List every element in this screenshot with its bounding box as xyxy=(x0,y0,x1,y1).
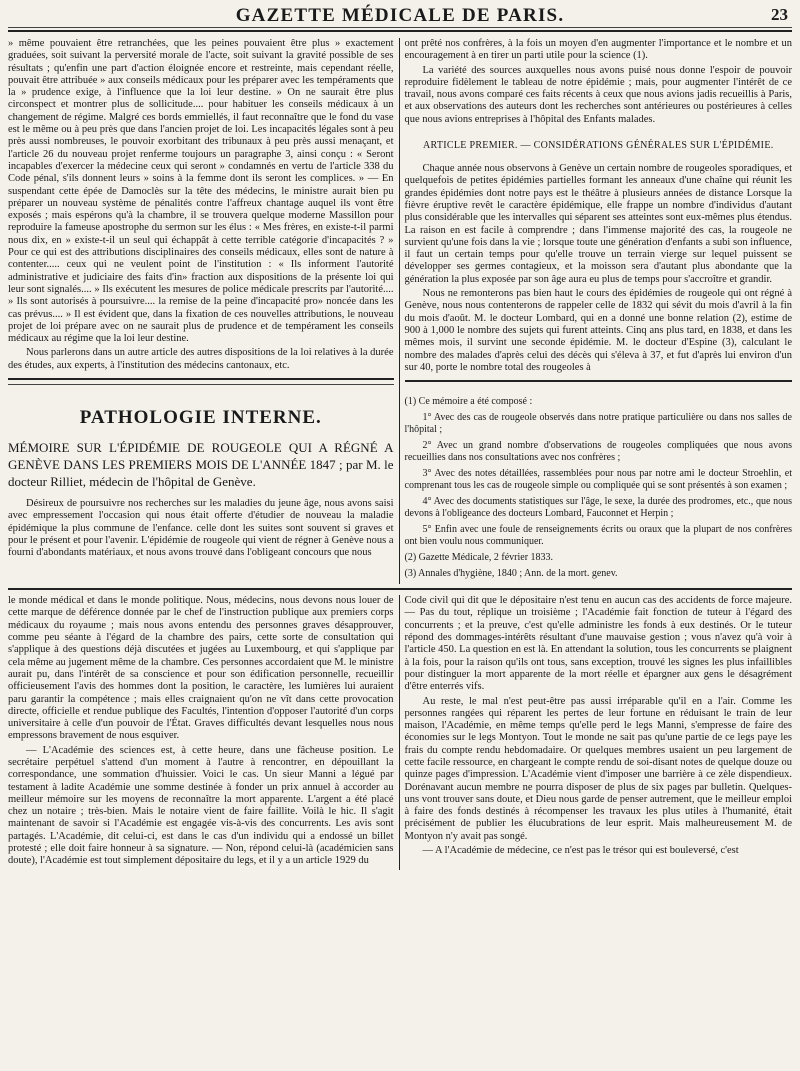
feuilleton-divider xyxy=(8,588,792,590)
footnotes xyxy=(405,396,793,580)
paragraph-next-article: Nous parlerons dans un autre article des autres dispositions de la loi relatives à la durée des études, aux experts, à l'institution des médecins cantonaux, etc. xyxy=(8,347,394,371)
footnote-1-item: 5° Enfin avec une foule de renseignements écrits ou oraux que la plupart de nos confrères ont bien voulu nous communiquer. xyxy=(404,524,792,548)
section-divider xyxy=(8,378,394,380)
header-rule xyxy=(8,27,792,28)
paragraph-medical-world: le monde médical et dans le monde politique. Nous, médecins, nous devons nous louer de cette marque de déférence donnée par le chef de l'instruction publique aux premiers corps médicaux du royaume ; mais nous avons entendu des personnes graves désapprouver, comme peu séante à l'égard de la chambre des pairs, cette sorte de consultation qui s'applique à des questions déjà discutées et jugées au Luxembourg, et qui s'applique par cela même au jugement même de la chambre. Ces personnes accordaient que M. le ministre aurait pu, dans l'intérêt de sa conscience et pour son édification personnelle, recueillir officieusement l'avis des hommes dont la position, le caractère, les lumières lui auraient paru garantir la compétence ; mais elles craignaient qu'on ne vît dans cette provocation directe, officielle et rendue publique des Facultés, l'intention d'opposer l'autorité d'un corps universitaire à celle d'un pouvoir de l'État. Graves difficultés devant lesquelles nous nous empressons bravement de nous esquiver. xyxy=(8,595,394,742)
page-header xyxy=(8,0,792,32)
paragraph-general-considerations: Chaque année nous observons à Genève un certain nombre de rougeoles sporadiques, et quelquefois de petites épidémies partielles formant les anneaux d'une chaîne qui réunit les grandes épidémies dont notre pays est le théâtre à plusieurs années de distance Lorsque la fièvre éruptive revêt le caractère épidémique, elle frappe un nombre d'individus d'autant plus considérable que les intervalles qui séparent ses atteintes sont eux-mêmes plus étendus. La raison en est facile à comprendre ; dans l'immense majorité des cas, la rougeole ne survient qu'une fois dans la vie ; lorsque toute une génération d'enfants a subi son influence, il faut un certain temps pour qu'elle trouve un terrain vierge sur lequel puissent se développer ses germes contagieux, et la moisson sera d'autant plus abondante que la génération la plus exposée par son âge aura eu plus de temps pour s'accroître et grandir. xyxy=(404,163,792,285)
upper-left-column xyxy=(8,38,394,584)
footnote-divider xyxy=(405,380,793,382)
page-number: 23 xyxy=(771,5,788,24)
footnote-1-item: 3° Avec des notes détaillées, rassemblées pour nous par notre ami le docteur Stroehlin, et comprenant tous les cas de rougeole simple ou compliquée qui se sont présentés à son examen ; xyxy=(404,468,792,492)
lower-columns xyxy=(8,595,792,870)
lower-left-column xyxy=(8,595,394,870)
section-title: PATHOLOGIE INTERNE. xyxy=(79,407,322,429)
footnote-1-item: 2° Avec un grand nombre d'observations de rougeoles compliquées que nous avons recueillies dans nos consultations avec nos confrères ; xyxy=(404,440,792,464)
paragraph-epidemics-history: Nous ne remonterons pas bien haut le cours des épidémies de rougeole qui ont régné à Genève, nous nous contenterons de rappeler celle de 1832 qui sévit du mois d'avril à la fin du mois d'août. M. le docteur Lombard, qui en a donné une bonne relation (2), estime de 900 à 1,000 le nombre des sujets qui furent atteints. Cinq ans plus tard, en 1838, et dans les mêmes mois, il survint une seconde épidémie. M. le docteur d'Espine (3), calculant le nombre des malades d'après celui des décès qui s'éleva à 37, et fut d'après lui environ d'un sur 40, porte le nombre total des rougeoles à xyxy=(404,288,792,373)
footnote-2: (2) Gazette Médicale, 2 février 1833. xyxy=(404,552,554,564)
paragraph-montyon: Au reste, le mal n'est peut-être pas aussi irréparable qu'il en a l'air. Comme les personnes rangées qui réparent les pertes de leur fortune en réduisant le train de leur maison, l'Académie, en même temps qu'elle perd le legs Manni, s'empresse de faire des économies sur le legs Montyon. Tout le monde ne sait pas qu'une partie de ce legs paye les frais du compte rendu hebdomadaire. Or quelques membres usaient un peu largement de cette facile ressource, en chargeant le compte rendu de soi-disant notes de quelque douze ou quinze pages d'impression. L'Académie vient d'imposer une barrière à ce zèle dispendieux. Dorénavant aucun membre ne pourra disposer de plus de six pages par bulletin. Quelques-uns vont trouver sans doute, et Dieu nous garde de penser autrement, que le meilleur emploi à faire des fonds destinés à récompenser les travaux les plus utiles à l'humanité, était précisément de publier les élucubrations de leur esprit. Mais malheureusement M. de Montyon n'y avait pas songé. xyxy=(404,695,792,842)
footnote-1-intro: (1) Ce mémoire a été composé : xyxy=(404,396,533,408)
column-separator xyxy=(399,38,400,584)
paragraph-academy-sciences: — L'Académie des sciences est, à cette heure, dans une fâcheuse position. Le secrétaire perpétuel s'attend d'un moment à l'autre à rencontrer, en dépouillant la correspondance, une sommation d'huissier. Voici le cas. Un sieur Manni a légué par testament à ladite Académie une somme destinée à fonder un prix annuel à accorder au meilleur mémoire sur les moyens de reconnaître la mort apparente. L'argent a été placé chez un notaire ; très-bien. Mais le notaire vient de faire faillite. Voilà le hic. Il s'agit maintenant de savoir si l'Académie est engagée vis-à-vis des concurrents. Les avis sont partagés. L'Académie, dit celui-ci, est dans le cas d'un individu qui a endossé un billet protesté ; elle doit faire honneur à sa signature. — Non, répond celui-là (académicien sans doute), l'Académie est tout simplement dépositaire du legs, et il y a un article 1929 du xyxy=(8,744,394,867)
column-separator xyxy=(399,595,400,870)
publication-title: GAZETTE MÉDICALE DE PARIS. xyxy=(235,5,565,26)
paragraph-article-intro: Désireux de poursuivre nos recherches sur les maladies du jeune âge, nous avons saisi avec empressement l'occasion qui nous était offerte d'étudier de nouveau la maladie épidémique la plus commune de l'enfance. celle dont les suites sont souvent si graves et pour le présent et pour l'avenir. L'épidémie de rougeole qui vient de régner à Genève nous a fourni d'abondants matériaux, et nous avons trouvé dans l'obligeant concours que nous xyxy=(8,498,394,559)
footnote-3: (3) Annales d'hygiène, 1840 ; Ann. de la mort. genev. xyxy=(404,568,618,580)
lower-right-column xyxy=(405,595,793,870)
paragraph-academy-medicine: — A l'Académie de médecine, ce n'est pas le trésor qui est bouleversé, c'est xyxy=(422,845,739,857)
paragraph-civil-code: Code civil qui dit que le dépositaire n'est tenu en aucun cas des accidents de force majeure. — Pas du tout, réplique un troisième ; l'Académie fait fonction de tuteur à l'égard des concurrents ; et la preuve, c'est qu'elle administre les fonds à eux destinés. Or le tuteur répond des dommages-intérêts résultant d'une mauvaise gestion ; vous n'avez qu'à voir à l'article 450. La question en est là. En attendant la solution, tous les concurrents se plaignent à la fois, pour la raison qu'ils ont tous, sans exception, trouvé les signes les plus infaillibles pour distinguer la mort apparente de la mort réelle et épargner aux gens le désagrément d'être enterrés vifs. xyxy=(404,595,792,693)
article-heading: ARTICLE PREMIER. — CONSIDÉRATIONS GÉNÉRALES SUR L'ÉPIDÉMIE. xyxy=(422,140,774,152)
paragraph-law-discussion: » même pouvaient être retranchées, que les peines pouvaient être plus » exactement graduées, soit suivant la perversité morale de l'acte, soit suivant la gravité possible de ses résultats ; qu'enfin une part d'action éloignée encore et restreinte, mais cependant réelle, pouvait être attribuée » aux conseils médicaux pour les préparer avec les tempéraments que la » prudence exige, à l'influence que la loi leur destine. » On ne saurait être plus circonspect et montrer plus de sollicitude.... pour habituer les conseils médicaux à un changement de régime. Malgré ces bords emmiellés, il faut reconnaître que le fond du vase est le même ou à peu près que dans l'ancien projet de loi. Les incapacités légales sont à peu près aussi nombreuses, le pouvoir exorbitant des tribunaux à peu près aussi menaçant, et l'article 26 du nouveau projet renferme toujours un paragraphe 3, ainsi conçu : « Seront incapables d'exercer la médecine ceux qui seront » condamnés en vertu de l'article 338 du Code pénal, s'ils donnent leurs » soins à la femme dont ils seront les complices. » — En suspendant cette épée de Damoclès sur la tête des médecins, le ministre aurait bien pu préparer un nouveau système de pénalités contre l'affreux chantage auquel ils vont être exposés ; mais espérons qu'à la chambre, il se trouvera quelque moderne Massillon pour reproduire la fameuse apostrophe du sermon sur les élus : « Mes frères, en existe-t-il parmi nous dix, en » existe-t-il un seul qui échappât à cette terrible catégorie d'incapacités ? » Pour ce qui est des attributions disciplinaires des conseils médicaux, elles sont de nature à contenter..... ceux qui ne veulent point de l'institution : « Ils informent l'autorité administrative et judiciaire des faits d'in» fraction aux dispositions de la présente loi qui leur sont signalés.... » Ils exécutent les mesures de police médicale prescrits par l'autorité.... » Ils sont autorisés à poursuivre.... la remise de la peine d'incapacité pro» noncée dans les cas prévus.... » Il est évident que, dans la fixation de ces nouvelles attributions, le nouveau projet de loi prépare avec on ne saurait plus de prudence et de tempérament les conseils médicaux au régime que la loi leur destine. xyxy=(8,38,394,345)
upper-columns xyxy=(8,38,792,584)
paragraph-sources: La variété des sources auxquelles nous avons puisé nous donne l'espoir de pouvoir reproduire fidèlement le tableau de notre épidémie ; mais, pour augmenter l'intérêt de ce travail, nous avons comparé ces faits récents à ceux que nous avions jadis recueillis à Paris, et aux observations des auteurs dont les recherches sont antérieures ou postérieures à celles que nous avions entreprises à l'hôpital des Enfants malades. xyxy=(404,64,792,125)
footnote-1-item: 1° Avec des cas de rougeole observés dans notre pratique particulière ou dans nos salles de l'hôpital ; xyxy=(404,412,792,436)
article-title: MÉMOIRE SUR L'ÉPIDÉMIE DE ROUGEOLE QUI A RÉGNÉ A GENÈVE DANS LES PREMIERS MOIS DE L'ANNÉE 1847 ; par M. le docteur Rilliet, médecin de l'hôpital de Genève. xyxy=(8,440,394,490)
paragraph-continuation: ont prêté nos confrères, à la fois un moyen d'en augmenter l'importance et le nombre et un encouragement à en tirer un parti utile pour la science (1). xyxy=(404,38,792,62)
upper-right-column xyxy=(405,38,793,584)
footnote-1-item: 4° Avec des documents statistiques sur l'âge, le sexe, la durée des prodromes, etc., que nous devons à l'obligeance des docteurs Lombard, Fauconnet et Herpin ; xyxy=(404,496,792,520)
section-thin-rule xyxy=(8,384,394,385)
